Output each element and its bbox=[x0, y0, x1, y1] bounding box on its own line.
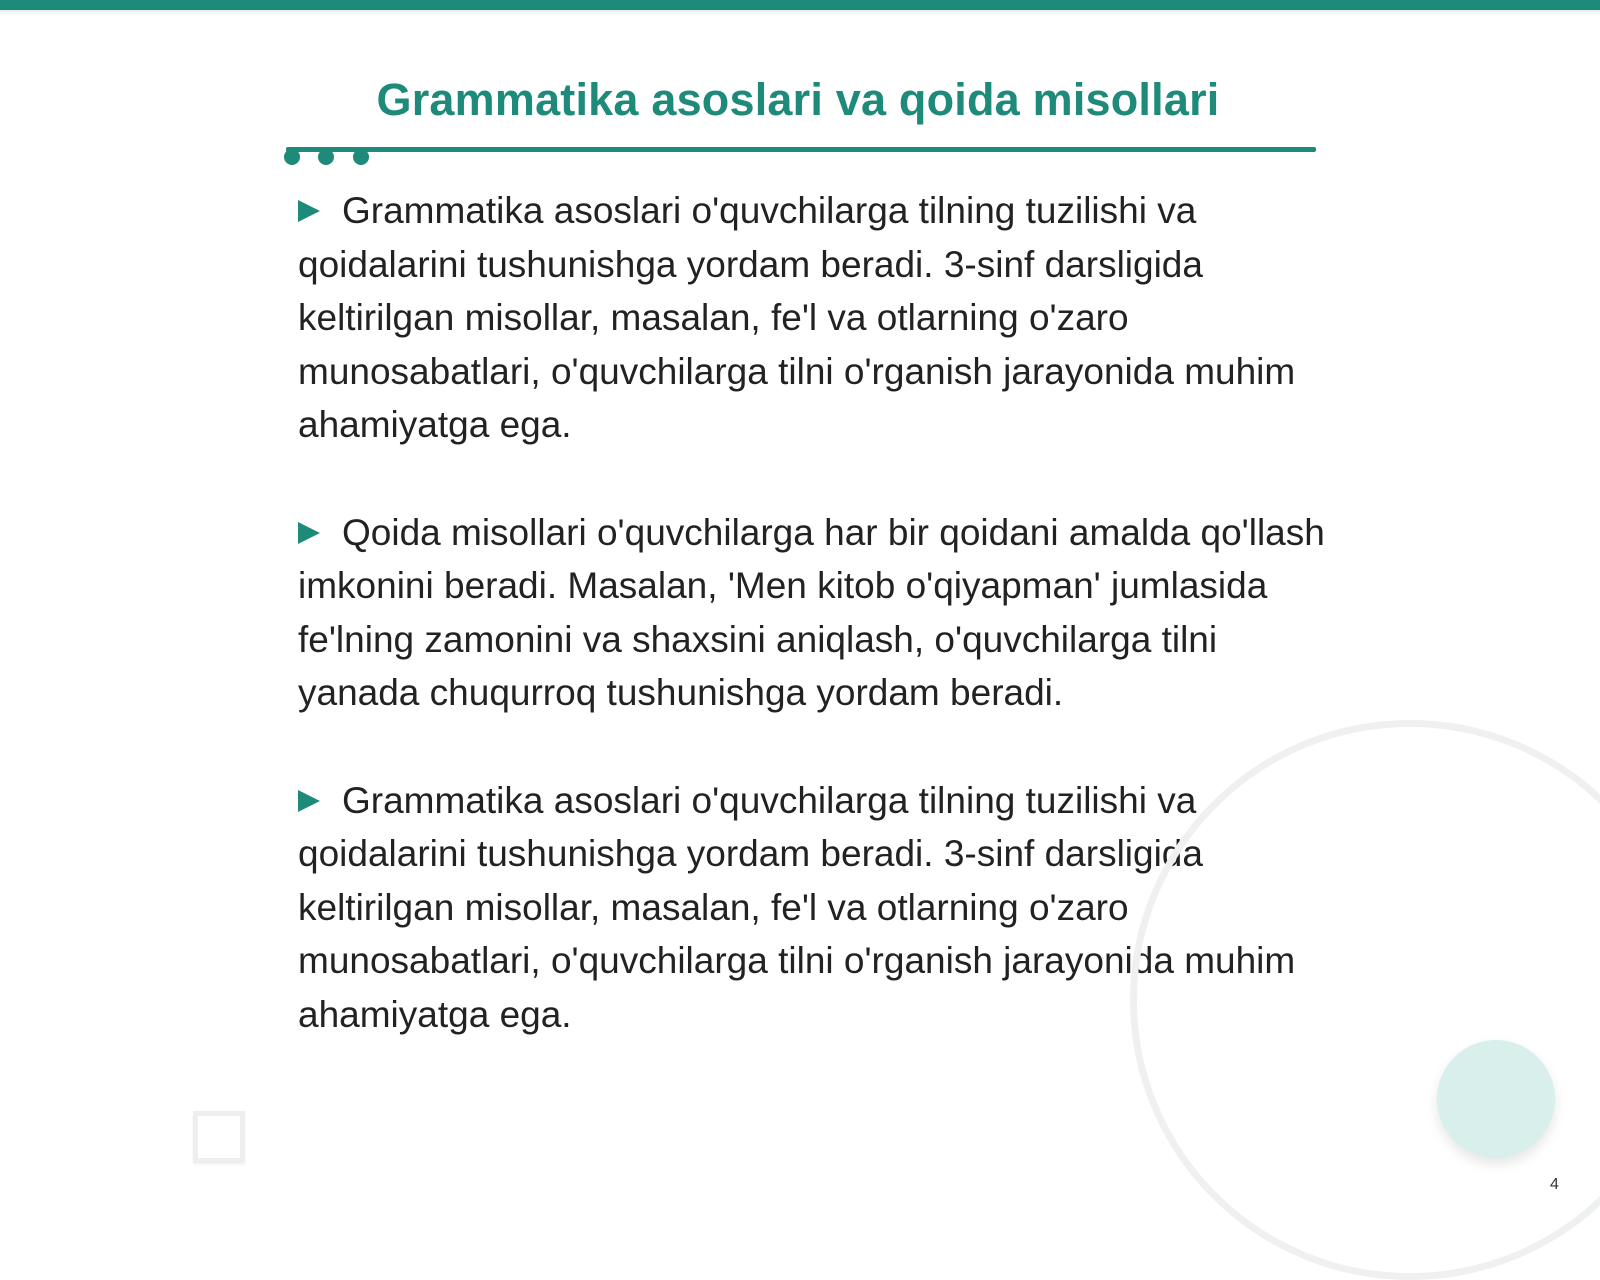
page-number: 4 bbox=[1550, 1176, 1559, 1193]
triangle-right-icon bbox=[298, 790, 320, 812]
underline-dot bbox=[318, 149, 334, 165]
bullet-text: Grammatika asoslari o'quvchilarga tilning tuzilishi va qoidalarini tushunishga yordam beradi. 3-sinf darsligida keltirilgan misollar, masalan, fe'l va otlarning o'zaro munosabatlari, o'quvchilarga tilni o'rganish jarayonida muhim ahamiyatga ega. bbox=[298, 779, 1296, 1035]
underline-dot bbox=[284, 149, 300, 165]
bullet-item bbox=[298, 184, 1328, 452]
decorative-circle bbox=[1437, 1040, 1555, 1158]
triangle-right-icon bbox=[298, 522, 320, 544]
underline-dot bbox=[353, 149, 369, 165]
bullet-text: Grammatika asoslari o'quvchilarga tilning tuzilishi va qoidalarini tushunishga yordam beradi. 3-sinf darsligida keltirilgan misollar, masalan, fe'l va otlarning o'zaro munosabatlari, o'quvchilarga tilni o'rganish jarayonida muhim ahamiyatga ega. bbox=[298, 190, 1296, 445]
title-underline bbox=[286, 147, 1316, 152]
bullet-text: Qoida misollari o'quvchilarga har bir qoidani amalda qo'llash imkonini beradi. Masalan, 'Men kitob o'qiyapman' jumlasida fe'lning zamonini va shaxsini aniqlash, o'quvchilarga tilni yanada chuqurroq tushunishga yordam beradi. bbox=[298, 511, 1325, 713]
bullet-item bbox=[298, 506, 1328, 720]
decorative-square bbox=[193, 1111, 245, 1163]
top-bar-shadow bbox=[0, 10, 1600, 16]
top-accent-bar bbox=[0, 0, 1600, 10]
slide-title: Grammatika asoslari va qoida misollari bbox=[376, 74, 1220, 125]
triangle-right-icon bbox=[298, 200, 320, 222]
